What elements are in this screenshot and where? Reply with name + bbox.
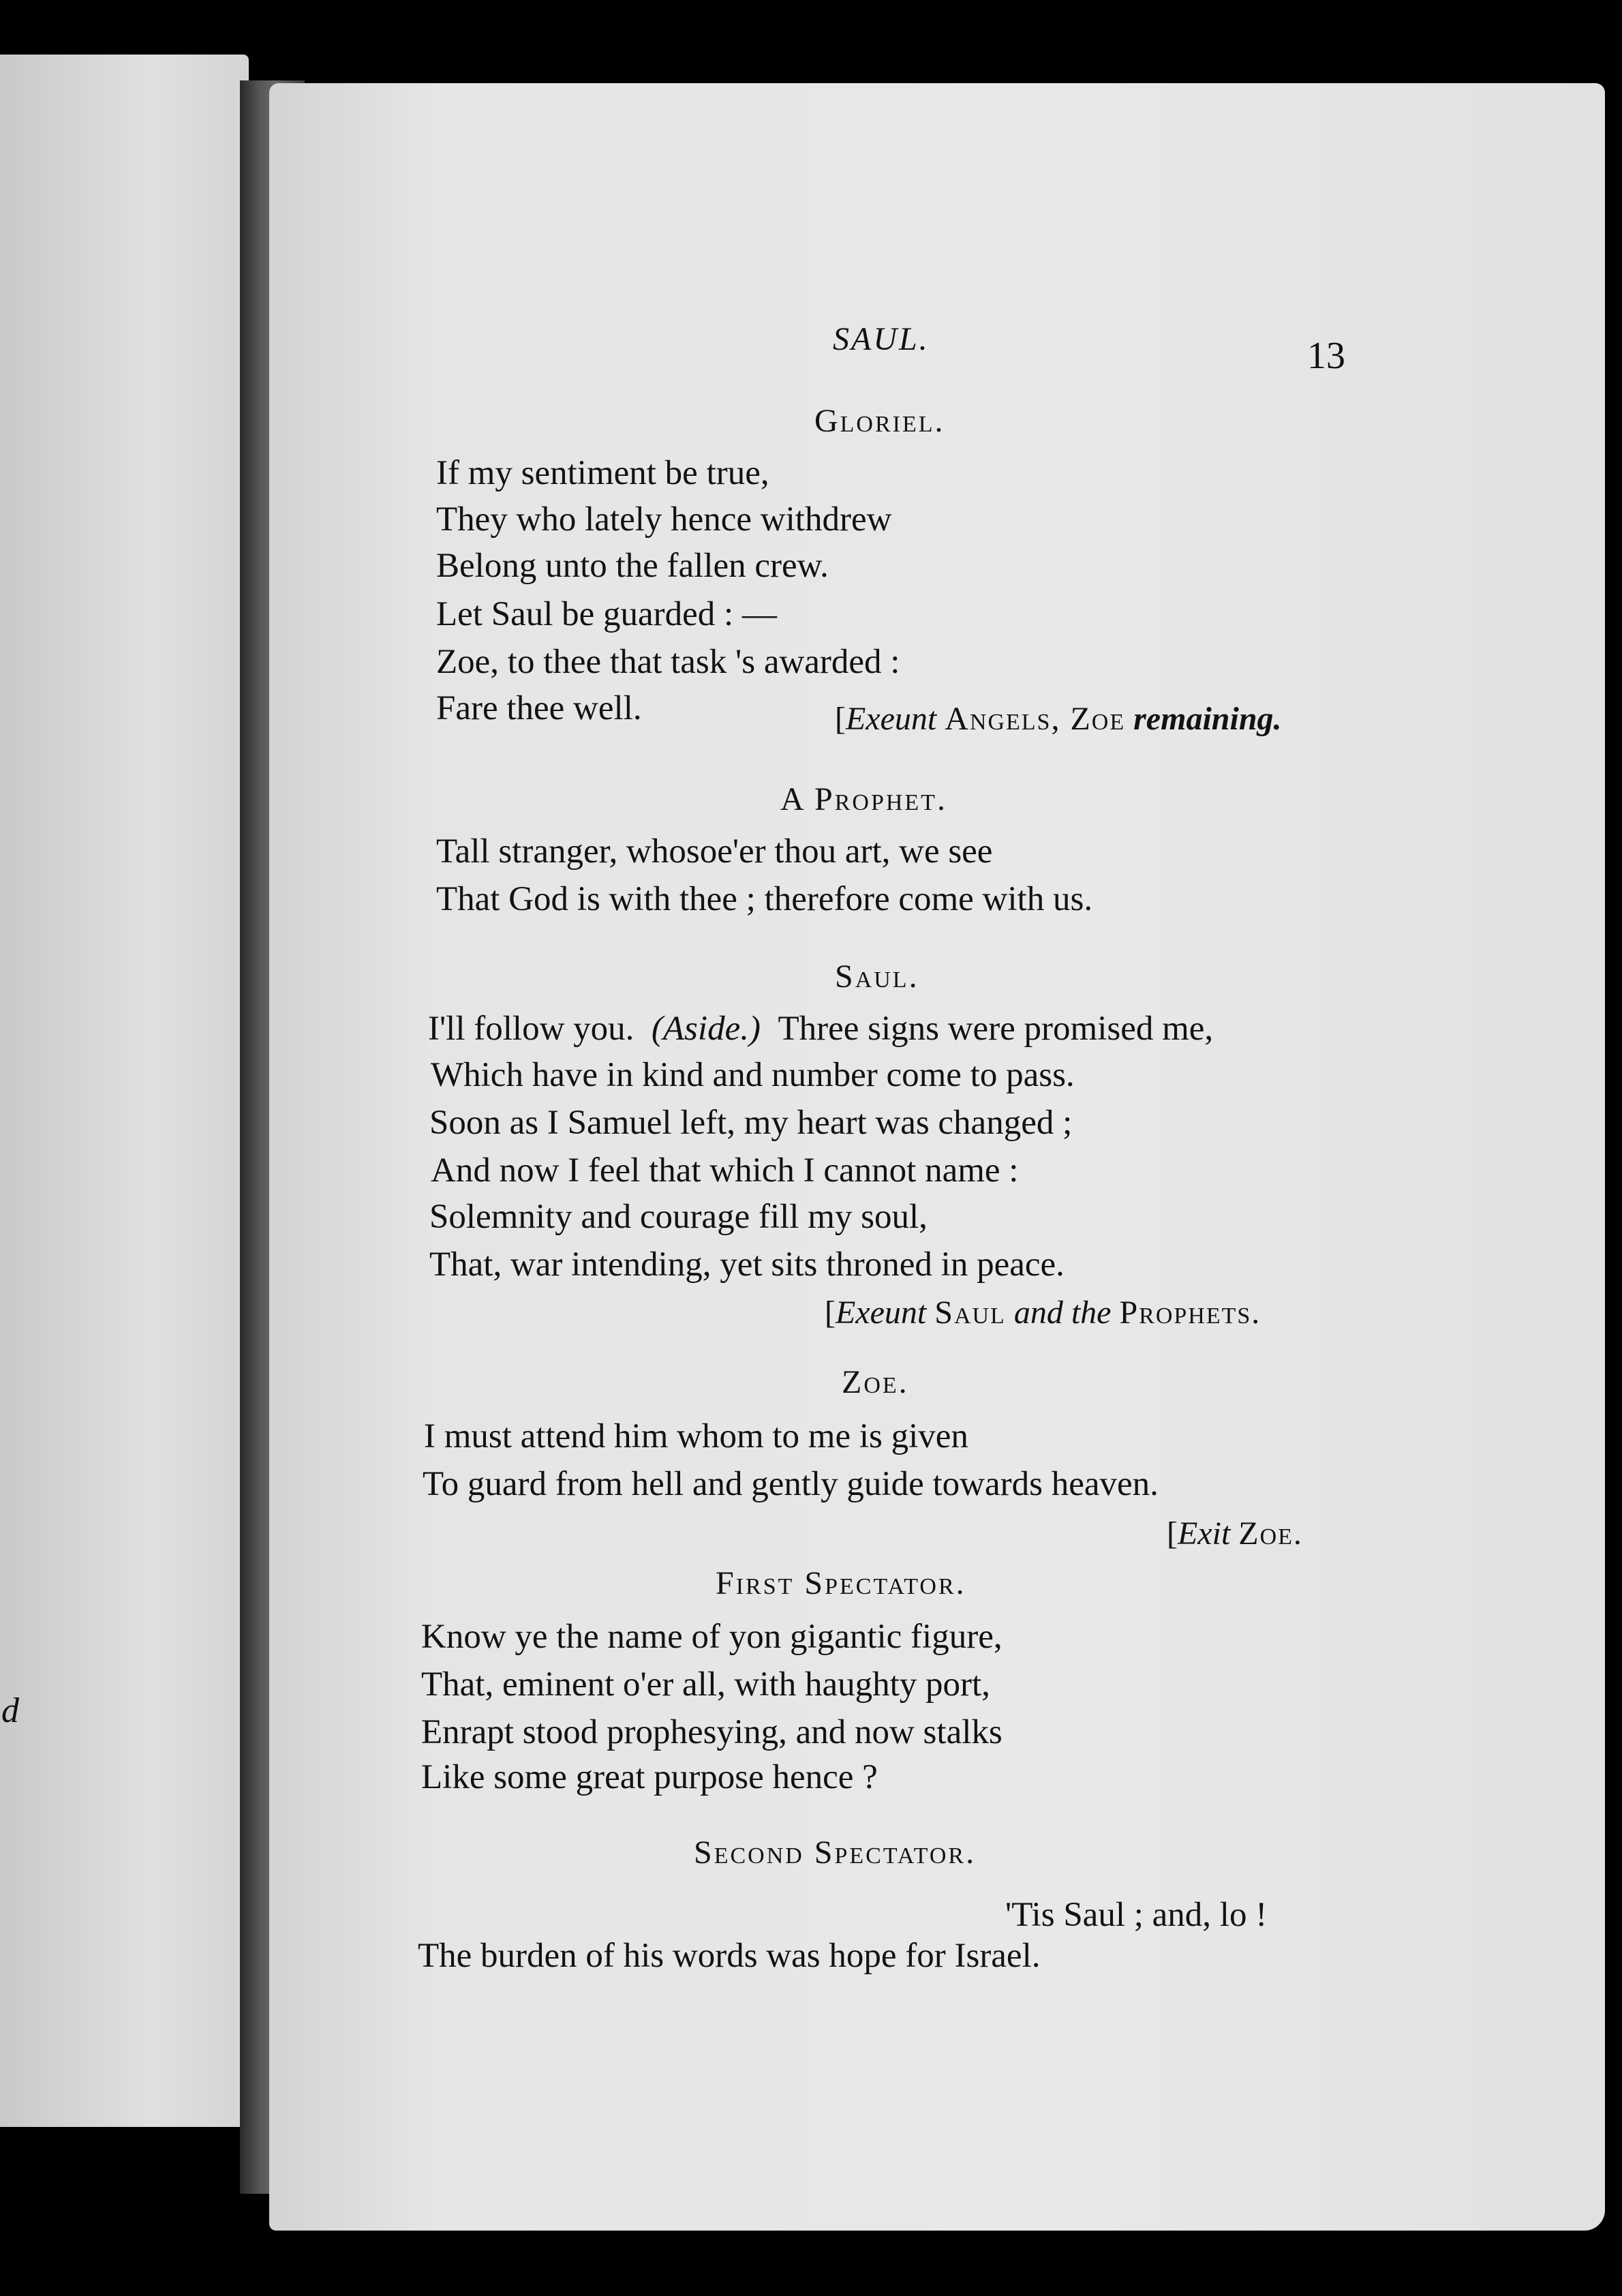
verse-line: The burden of his words was hope for Israel. xyxy=(418,1937,1041,1975)
verse-text: I'll follow you. xyxy=(428,1010,634,1048)
verse-line: Fare thee well. xyxy=(436,689,642,727)
stage-who: Saul xyxy=(934,1295,1006,1331)
verse-line: Let Saul be guarded : — xyxy=(436,595,777,633)
speaker-a-prophet: A Prophet. xyxy=(780,781,947,817)
stage-direction-exit-zoe xyxy=(1167,1515,1303,1552)
stage-direction-exeunt-angels xyxy=(835,700,1282,738)
verse-line-with-aside xyxy=(428,1009,1213,1048)
stage-state: remaining. xyxy=(1133,701,1282,737)
verse-line: That God is with thee ; therefore come with us. xyxy=(436,880,1093,918)
speaker-gloriel: Gloriel. xyxy=(814,403,945,439)
aside-marker: (Aside.) xyxy=(651,1010,761,1048)
speaker-zoe: Zoe. xyxy=(842,1364,909,1400)
verse-line: If my sentiment be true, xyxy=(436,454,769,492)
stage-who: Zoe. xyxy=(1238,1515,1303,1552)
verse-line: That, eminent o'er all, with haughty port, xyxy=(421,1665,990,1704)
verse-line-indented: 'Tis Saul ; and, lo ! xyxy=(1005,1896,1268,1934)
running-head: SAUL. xyxy=(833,321,930,357)
stage-verb: Exeunt xyxy=(845,701,937,737)
stage-conjunction: and the xyxy=(1013,1295,1112,1331)
stage-who: Angels, Zoe xyxy=(945,701,1126,737)
verse-text: Three signs were promised me, xyxy=(778,1010,1214,1048)
verse-line: That, war intending, yet sits throned in peace. xyxy=(429,1245,1065,1284)
verse-line: Which have in kind and number come to pass. xyxy=(431,1056,1075,1094)
verse-line: Know ye the name of yon gigantic figure, xyxy=(421,1618,1003,1656)
verse-line: Tall stranger, whosoe'er thou art, we see xyxy=(436,832,993,871)
stage-direction-exeunt-saul xyxy=(825,1294,1261,1331)
stage-who: Prophets. xyxy=(1119,1295,1261,1331)
verse-line: They who lately hence withdrew xyxy=(436,500,892,539)
stage-bracket: [ xyxy=(835,701,846,737)
verse-line: Enrapt stood prophesying, and now stalks xyxy=(421,1713,1003,1751)
verse-line: Zoe, to thee that task 's awarded : xyxy=(436,643,900,681)
verse-line: To guard from hell and gently guide towards heaven. xyxy=(423,1465,1159,1503)
left-page-text-fragment: d xyxy=(1,1691,19,1730)
page-number: 13 xyxy=(1307,335,1345,377)
speaker-second-spectator: Second Spectator. xyxy=(694,1834,977,1871)
verse-line: Soon as I Samuel left, my heart was changed ; xyxy=(429,1104,1073,1142)
verse-line: Like some great purpose hence ? xyxy=(421,1758,878,1796)
speaker-first-spectator: First Spectator. xyxy=(716,1565,966,1601)
stage-verb: Exit xyxy=(1177,1515,1231,1552)
stage-bracket: [ xyxy=(825,1295,836,1331)
verse-line: And now I feel that which I cannot name : xyxy=(431,1151,1019,1190)
verse-line: I must attend him whom to me is given xyxy=(424,1417,968,1455)
stage-bracket: [ xyxy=(1167,1515,1178,1552)
stage-verb: Exeunt xyxy=(835,1295,927,1331)
verse-line: Solemnity and courage fill my soul, xyxy=(429,1198,928,1236)
verse-line: Belong unto the fallen crew. xyxy=(436,547,829,585)
speaker-saul: Saul. xyxy=(835,958,919,995)
